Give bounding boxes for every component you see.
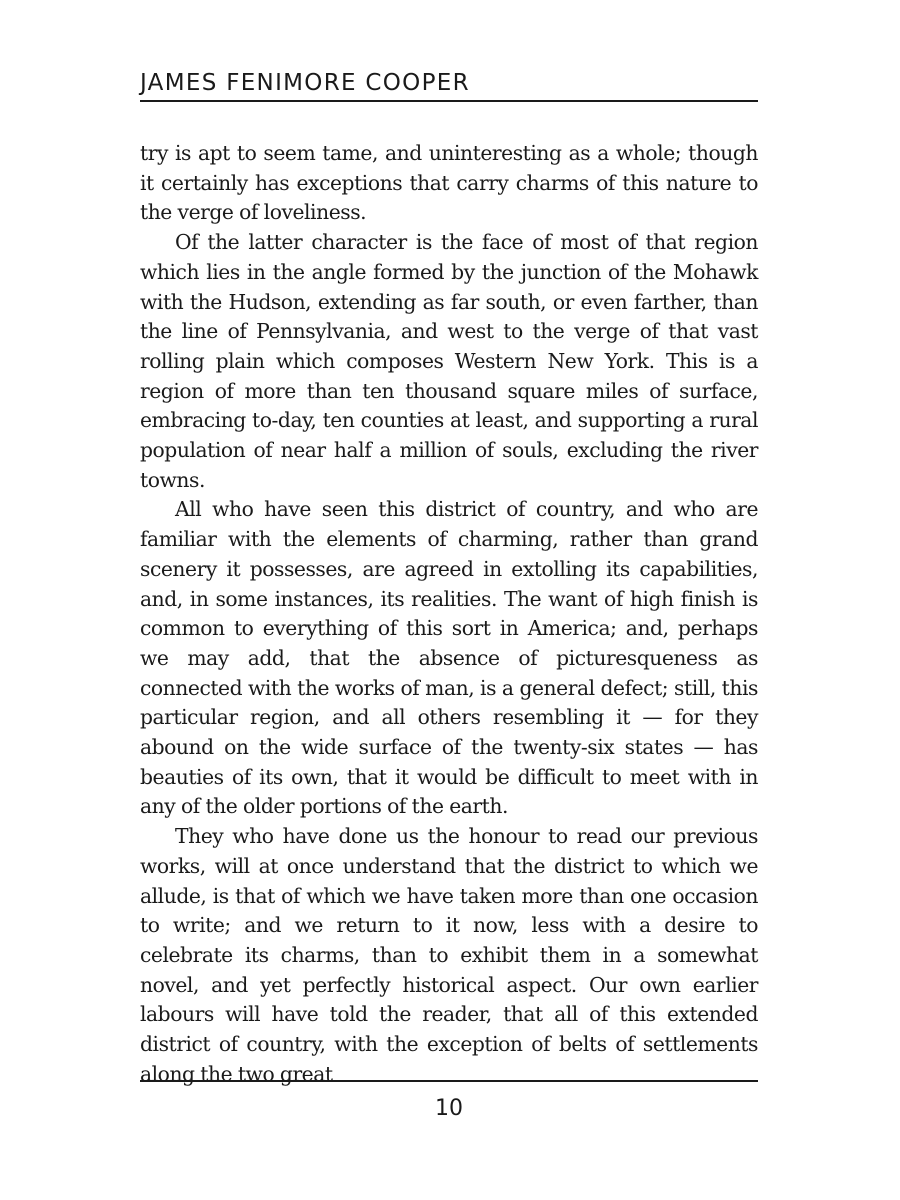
page-number: 10 (435, 1096, 463, 1121)
body-text (140, 139, 758, 1090)
paragraph-4: They who have done us the honour to read our previous works, will at once understand that the district to which we allude, is that of which we have taken more than one occasion to write; and we return to it now, less with a desire to celebrate its charms, than to exhibit them in a somewhat novel, and yet perfectly historical aspect. Our own earlier labours will have told the reader, that all of this extended district of country, with the exception of belts of settlements along the two great (140, 824, 758, 1086)
running-head: JAMES FENIMORE COOPER (140, 70, 470, 96)
header-rule (140, 100, 758, 102)
paragraph-1: try is apt to seem tame, and uninteresting as a whole; though it certainly has exceptions that carry charms of this nature to the verge of loveliness. (140, 141, 758, 225)
paragraph-3: All who have seen this district of country, and who are familiar with the elements of charming, rather than grand scenery it possesses, are agreed in extolling its capabilities, and, in some instances, its realities. The want of high finish is common to everything of this sort in America; and, perhaps we may add, that the absence of picturesqueness as connected with the works of man, is a general defect; still, this particular region, and all others resembling it — for they abound on the wide surface of the twenty-six states — has beauties of its own, that it would be difficult to meet with in any of the older portions of the earth. (140, 497, 758, 819)
paragraph-2: Of the latter character is the face of most of that region which lies in the angle formed by the junction of the Mohawk with the Hudson, extending as far south, or even farther, than the line of Pennsylvania, and west to the verge of that vast rolling plain which composes Western New York. This is a region of more than ten thousand square miles of surface, embracing to-day, ten counties at least, and supporting a rural population of near half a million of souls, excluding the river towns. (140, 230, 758, 492)
footer-rule (140, 1080, 758, 1082)
